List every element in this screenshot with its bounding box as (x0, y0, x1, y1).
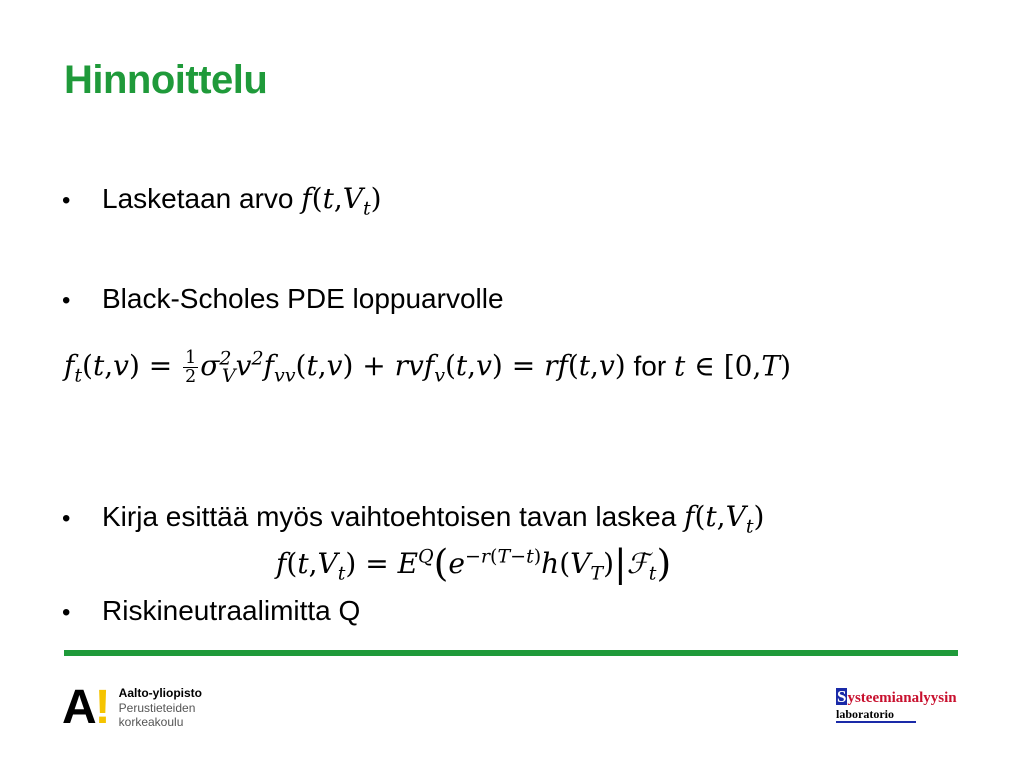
aalto-line-2: Perustieteiden (118, 700, 196, 715)
formula-f-t-vt: $f(t,V_t)$ (684, 500, 765, 538)
pde-connector: for (633, 350, 667, 382)
aalto-line-1: Aalto-yliopisto (118, 686, 202, 700)
bullet-item-black-scholes (62, 282, 504, 318)
sal-name: ysteemianalyysin (847, 690, 957, 706)
bullet-dot: • (62, 599, 71, 626)
bullet-dot: • (62, 187, 71, 214)
aalto-line-3: korkeakoulu (118, 715, 184, 729)
bullet-item-lasketaan (62, 182, 382, 226)
formula-f-t-vt: $f(t,V_t)$ (301, 182, 382, 220)
slide-title: Hinnoittelu (64, 58, 268, 102)
pde-equation: $f_t(t,v)$ = $\frac{1}{2}$ $\sigma^2_Vv^2f_{vv}(t,v) + rvf_v(t,v) = rf(t,v)$ for t ∈ [0,T) (64, 348, 792, 388)
bullet-item-kirja (62, 500, 764, 544)
sal-initial: S (837, 687, 847, 706)
expectation-formula: $f(t,V_t)$ = $E^Q(e^{-r(T-t)}h(V_T)|ℱ_t)$ (276, 541, 672, 586)
sal-subtitle: laboratorio (836, 707, 916, 723)
bullet-text: Black-Scholes PDE loppuarvolle (102, 283, 504, 314)
bullet-dot: • (62, 505, 71, 532)
footer-divider (64, 650, 958, 656)
aalto-wordmark (119, 686, 202, 730)
bullet-text: Lasketaan arvo (102, 183, 302, 214)
bullet-text: Riskineutraalimitta Q (102, 595, 361, 626)
bullet-item-riskineutraali (62, 594, 360, 630)
fraction-one-half: $\frac{1}{2}$ (185, 348, 197, 388)
aalto-logo (62, 681, 202, 734)
sal-logo (836, 688, 957, 723)
bullet-text: Kirja esittää myös vaihtoehtoisen tavan laskea (102, 501, 685, 532)
bullet-dot: • (62, 287, 71, 314)
aalto-mark-icon: A! (62, 681, 109, 734)
